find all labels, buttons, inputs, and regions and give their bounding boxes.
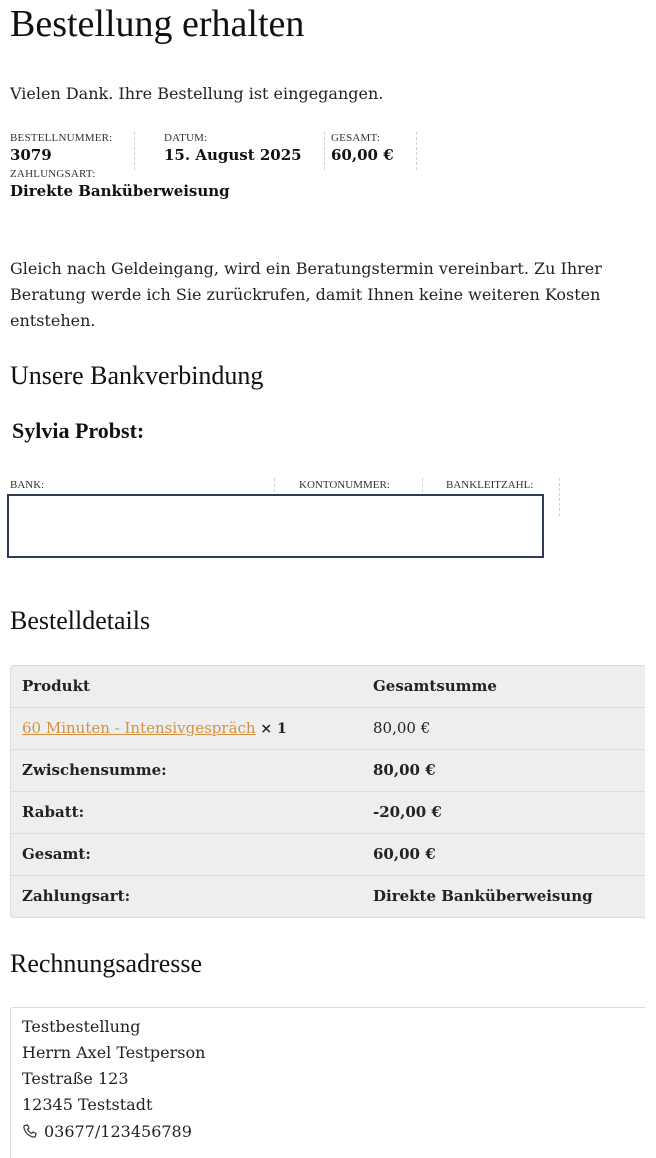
bank-code-separator [559,478,560,516]
product-link[interactable]: 60 Minuten - Intensivgespräch [22,719,256,737]
billing-address-box [10,1007,645,1158]
product-total: 80,00 € [373,719,431,737]
column-header-total: Gesamtsumme [373,677,497,695]
table-row [11,791,645,833]
overview-total [331,132,417,170]
overview-order-number [10,132,135,170]
order-number-value: 3079 [10,146,52,164]
account-separator [422,478,423,492]
payment-instructions: Gleich nach Geldeingang, wird ein Beratungstermin vereinbart. Zu Ihrer Beratung werde ich Sie zurückrufen, damit Ihnen keine weiteren Kosten entstehen. [10,259,602,330]
payment-method-label: Zahlungsart: [22,887,131,905]
total-value: 60,00 € [331,146,394,164]
table-row [11,707,645,749]
bank-details-box[interactable] [7,494,544,558]
table-row [11,875,645,917]
payment-label: ZAHLUNGSART: [10,168,96,180]
phone-line [22,1122,192,1141]
order-details-table [10,665,645,918]
bank-details-heading: Unsere Bankverbindung [10,361,264,390]
thank-you-message: Vielen Dank. Ihre Bestellung ist eingegangen. [10,84,384,103]
address-line-2: Herrn Axel Testperson [22,1043,206,1062]
overview-date [164,132,325,170]
table-header-row [11,666,645,707]
address-line-3: Testraße 123 [22,1069,129,1088]
bank-separator [274,478,275,492]
address-line-1: Testbestellung [22,1017,141,1036]
address-line-4: 12345 Teststadt [22,1095,153,1114]
discount-label: Rabatt: [22,803,85,821]
phone-number: 03677/123456789 [44,1122,192,1141]
bank-code-label: BANKLEITZAHL: [446,479,534,491]
payment-method-value: Direkte Banküberweisung [373,887,593,905]
subtotal-label: Zwischensumme: [22,761,167,779]
grand-total-label: Gesamt: [22,845,91,863]
date-value: 15. August 2025 [164,146,302,164]
phone-icon [22,1123,38,1139]
grand-total-value: 60,00 € [373,845,436,863]
total-label: GESAMT: [331,132,381,144]
product-cell [22,708,287,750]
overview-payment [10,168,230,200]
account-number-label: KONTONUMMER: [299,479,390,491]
product-quantity: × 1 [260,721,287,737]
table-row [11,833,645,875]
bank-label: BANK: [10,479,45,491]
discount-value: -20,00 € [373,803,442,821]
column-header-product: Produkt [22,677,90,695]
date-label: DATUM: [164,132,208,144]
billing-address-heading: Rechnungsadresse [10,949,203,978]
payment-value: Direkte Banküberweisung [10,182,230,200]
page-title: Bestellung erhalten [10,3,305,45]
order-details-heading: Bestelldetails [10,606,151,635]
order-number-label: BESTELLNUMMER: [10,132,113,144]
account-holder-name: Sylvia Probst: [12,418,145,443]
table-row [11,749,645,791]
subtotal-value: 80,00 € [373,761,436,779]
